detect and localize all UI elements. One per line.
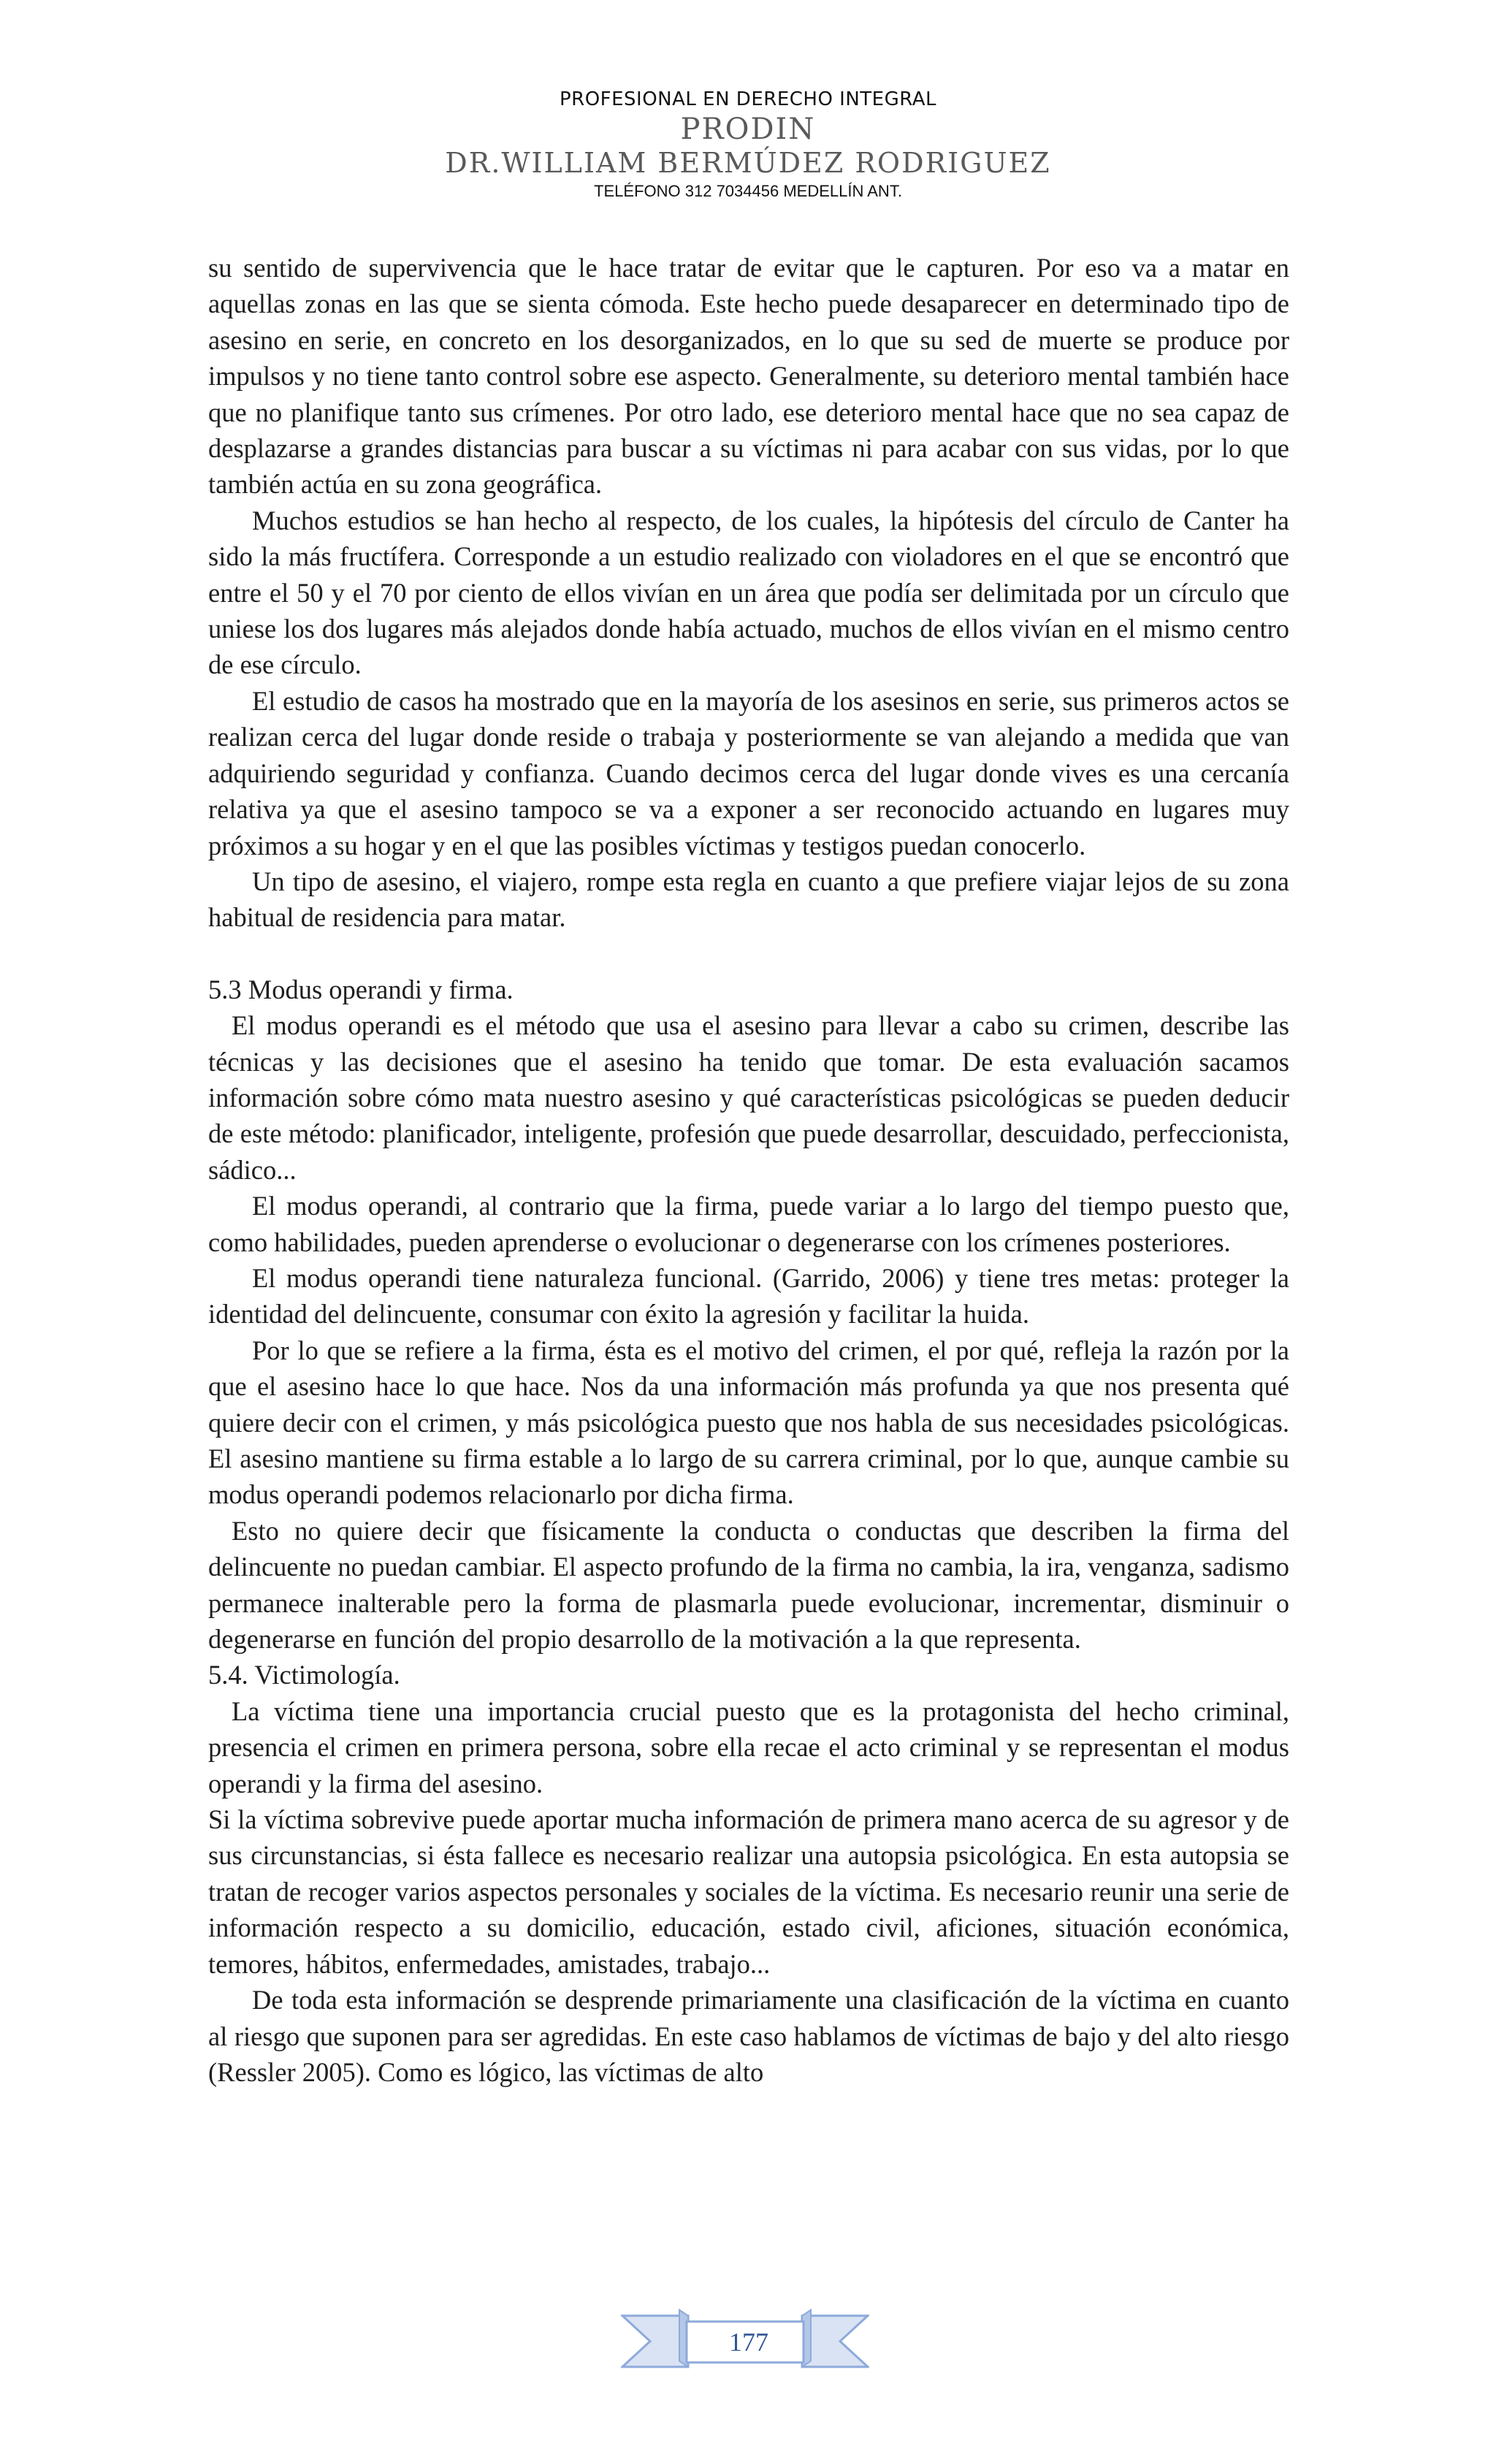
ribbon-right-tail xyxy=(802,2316,868,2367)
paragraph: Esto no quiere decir que físicamente la conducta o conductas que describen la firma del delincuente no puedan cambiar. El aspecto profundo de la firma no cambia, la ira, venganza, sadismo permanece inalterable pero la forma de plasmarla puede evolucionar, incrementar, disminuir o degenerarse en función del propio desarrollo de la motivación a la que representa. xyxy=(208,1515,1289,1655)
paragraph: De toda esta información se desprende primariamente una clasificación de la víctima en cuanto al riesgo que suponen para ser agredidas. En este caso hablamos de víctimas de bajo y del alto riesgo (Ressler 2005). Como es lógico, las víctimas de alto xyxy=(208,1985,1289,2087)
paragraph: El modus operandi tiene naturaleza funcional. (Garrido, 2006) y tiene tres metas: proteger la identidad del delincuente, consumar con éxito la agresión y facilitar la huida. xyxy=(208,1262,1289,1330)
header-author-line: DR.WILLIAM BERMÚDEZ RODRIGUEZ xyxy=(445,147,1051,179)
page-number: 177 xyxy=(729,2327,768,2357)
ribbon-left-tail xyxy=(622,2316,688,2367)
section-heading: 5.3 Modus operandi y firma. xyxy=(208,974,514,1004)
blank-line xyxy=(208,936,1289,972)
paragraph: El modus operandi es el método que usa el asesino para llevar a cabo su crimen, describe las técnicas y las decisiones que el asesino ha tenido que tomar. De esta evaluación sacamos información sobre cómo mata nuestro asesino y qué características psicológicas se pueden deducir de este método: planificador, inteligente, profesión que puede desarrollar, descuidado, perfeccionista, sádico... xyxy=(208,1010,1289,1185)
paragraph: Muchos estudios se han hecho al respecto, de los cuales, la hipótesis del círculo de Canter ha sido la más fructífera. Corresponde a un estudio realizado con violadores en el que se encontró que entre el 50 y el 70 por ciento de ellos vivían en un área que podía ser delimitada por un círculo que uniese los dos lugares más alejados donde había actuado, muchos de ellos vivían en el mismo centro de ese círculo. xyxy=(208,505,1289,680)
header-brand-line: PRODIN xyxy=(680,112,816,146)
paragraph: Si la víctima sobrevive puede aportar mucha información de primera mano acerca de su agresor y de sus circunstancias, si ésta fallece es necesario realizar una autopsia psicológica. En esta autopsia se tratan de recoger varios aspectos personales y sociales de la víctima. Es necesario reunir una serie de información respecto a su domicilio, educación, estado civil, aficiones, situación económica, temores, hábitos, enfermedades, amistades, trabajo... xyxy=(208,1804,1289,1979)
header-firm-line: PROFESIONAL EN DERECHO INTEGRAL xyxy=(559,88,937,110)
paragraph: El estudio de casos ha mostrado que en la mayoría de los asesinos en serie, sus primeros actos se realizan cerca del lugar donde reside o trabaja y posteriormente se van alejando a medida que van adquiriendo seguridad y confianza. Cuando decimos cerca del lugar donde vives es una cercanía relativa ya que el asesino tampoco se va a exponer a ser reconocido actuando en lugares muy próximos a su hogar y en el que las posibles víctimas y testigos puedan conocerlo. xyxy=(208,685,1289,861)
paragraph: Por lo que se refiere a la firma, ésta es el motivo del crimen, el por qué, refleja la razón por la que el asesino hace lo que hace. Nos da una información más profunda ya que nos presenta qué quiere decir con el crimen, y más psicológica puesto que nos habla de sus necesidades psicológicas. El asesino mantiene su firma estable a lo largo de su carrera criminal, por lo que, aunque cambie su modus operandi podemos relacionarlo por dicha firma. xyxy=(208,1335,1289,1510)
paragraph: El modus operandi, al contrario que la firma, puede variar a lo largo del tiempo puesto que, como habilidades, pueden aprenderse o evolucionar o degenerarse con los crímenes posteriores. xyxy=(208,1191,1289,1257)
header-phone-line: TELÉFONO 312 7034456 MEDELLÍN ANT. xyxy=(594,182,902,200)
paragraph: Un tipo de asesino, el viajero, rompe esta regla en cuanto a que prefiere viajar lejos de su zona habitual de residencia para matar. xyxy=(208,866,1289,933)
paragraph: su sentido de supervivencia que le hace tratar de evitar que le capturen. Por eso va a matar en aquellas zonas en las que se sienta cómoda. Este hecho puede desaparecer en determinado tipo de asesino en serie, en concreto en los desorganizados, en lo que su sed de muerte se produce por impulsos y no tiene tanto control sobre ese aspecto. Generalmente, su deterioro mental también hace que no planifique tanto sus crímenes. Por otro lado, ese deterioro mental hace que no sea capaz de desplazarse a grandes distancias para buscar a su víctimas ni para acabar con sus vidas, por lo que también actúa en su zona geográfica. xyxy=(208,253,1289,500)
document-body xyxy=(208,250,1289,2090)
paragraph: La víctima tiene una importancia crucial puesto que es la protagonista del hecho criminal, presencia el crimen en primera persona, sobre ella recae el acto criminal y se representan el modus operandi y la firma del asesino. xyxy=(208,1696,1289,1799)
section-heading: 5.4. Victimología. xyxy=(208,1660,400,1690)
page-header xyxy=(0,86,1496,203)
